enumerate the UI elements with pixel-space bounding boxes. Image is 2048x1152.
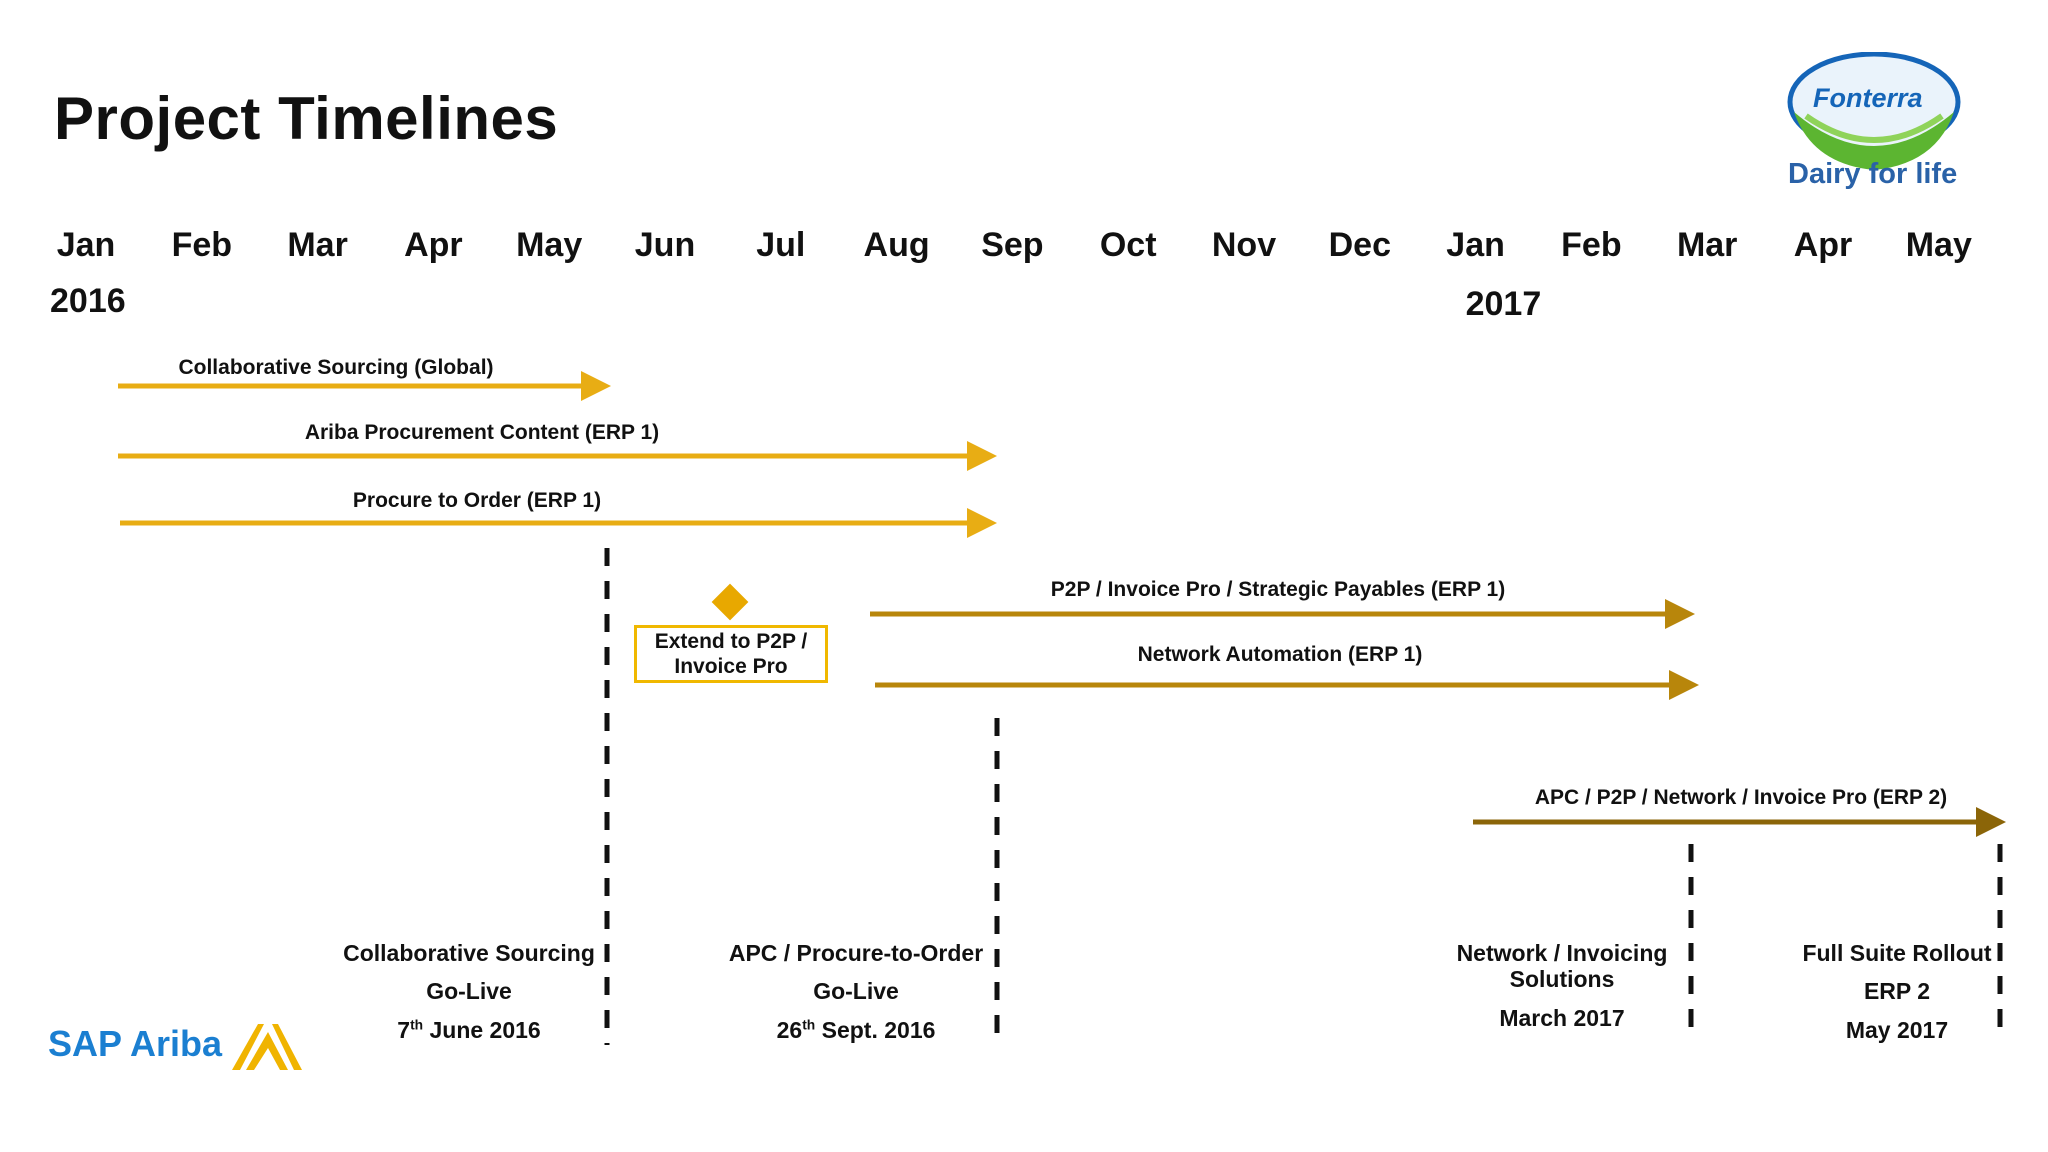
bar-label-network-automation: Network Automation (ERP 1) [1137, 643, 1423, 666]
milestone-title: APC / Procure-to-Order [728, 940, 984, 966]
milestone-title: Collaborative Sourcing [343, 940, 595, 966]
month-label: Jan [1446, 226, 1505, 264]
milestone-date: March 2017 [1499, 1004, 1625, 1031]
page-title: Project Timelines [54, 85, 559, 152]
milestone-date: 26th Sept. 2016 [776, 1016, 936, 1043]
sap-ariba-logo-text: SAP Ariba [48, 1023, 223, 1064]
milestone-collaborative-sourcing [329, 940, 609, 1043]
bar-label-collaborative-sourcing: Collaborative Sourcing (Global) [178, 356, 494, 379]
month-label: Nov [1211, 226, 1277, 264]
milestone-subtitle: Solutions [1509, 966, 1615, 993]
bar-label-procure-to-order: Procure to Order (ERP 1) [352, 489, 602, 512]
milestone-subtitle: Go-Live [426, 978, 512, 1005]
month-label: Mar [1676, 226, 1738, 264]
bar-label-p2p-invoice-pro: P2P / Invoice Pro / Strategic Payables (ERP 1) [1050, 578, 1506, 601]
ariba-mark-icon [228, 1018, 304, 1072]
fonterra-wordmark: Fonterra [1813, 83, 1923, 113]
month-label: Aug [863, 226, 930, 264]
milestone-title: Full Suite Rollout [1802, 940, 1992, 966]
month-label: May [1905, 226, 1972, 264]
month-label: Mar [287, 226, 348, 264]
milestone-date: 7th June 2016 [397, 1016, 541, 1043]
bar-label-apc-erp2: APC / P2P / Network / Invoice Pro (ERP 2) [1534, 786, 1948, 809]
milestone-title: Network / Invoicing [1456, 940, 1668, 966]
month-label: Feb [171, 226, 233, 264]
month-label: Feb [1561, 226, 1622, 264]
year-label: 2017 [1465, 285, 1542, 323]
milestone-date: May 2017 [1845, 1016, 1949, 1043]
month-label: Apr [1793, 226, 1853, 264]
month-label: Dec [1328, 226, 1391, 264]
bar-label-ariba-procurement-content: Ariba Procurement Content (ERP 1) [304, 421, 660, 444]
milestone-full-suite-rollout [1777, 940, 2017, 1043]
month-label: May [516, 226, 583, 264]
month-label: Oct [1099, 226, 1157, 264]
milestone-apc-procure-to-order [716, 940, 996, 1043]
milestone-subtitle: ERP 2 [1863, 978, 1931, 1005]
extend-p2p-box: Extend to P2P / Invoice Pro [634, 625, 828, 683]
month-label: Jan [56, 226, 116, 264]
month-label: Apr [404, 226, 463, 264]
month-label: Jul [756, 226, 806, 264]
month-label: Sep [981, 226, 1044, 264]
fonterra-tagline: Dairy for life [1788, 158, 1958, 190]
milestone-network-invoicing [1432, 940, 1692, 1031]
month-label: Jun [634, 226, 696, 264]
year-label: 2016 [50, 282, 126, 320]
milestone-subtitle: Go-Live [813, 978, 899, 1005]
